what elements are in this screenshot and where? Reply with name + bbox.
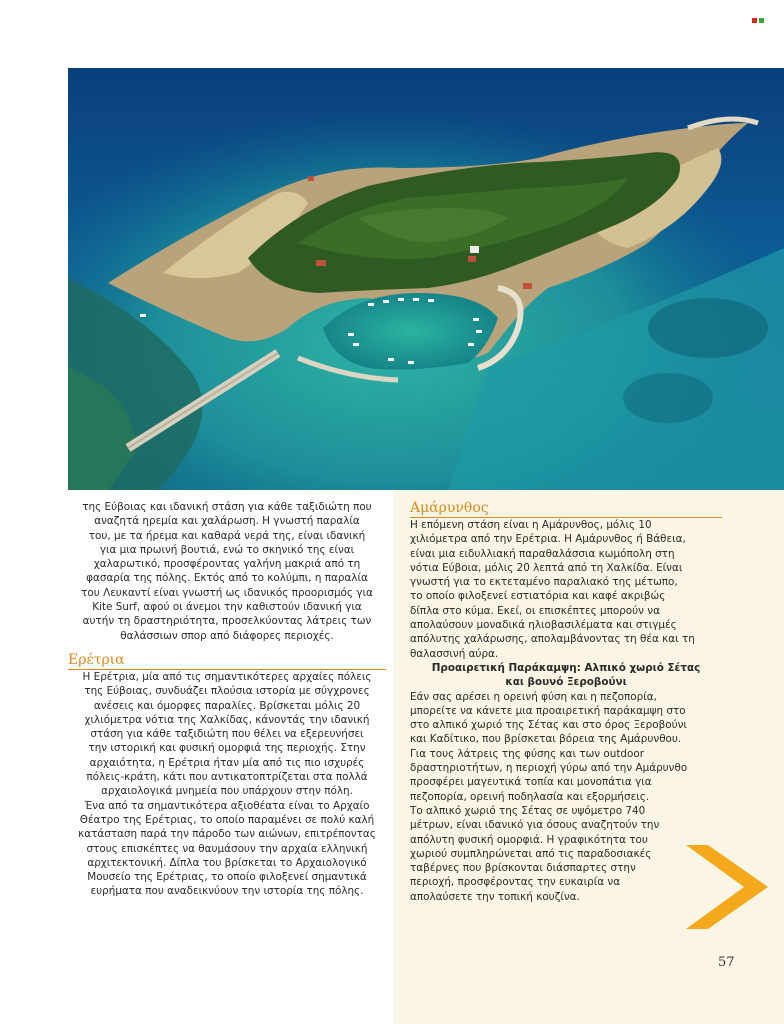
text-line: την ιστορική και φυσική ομορφιά της περιοχής. Στην — [88, 742, 366, 755]
text-line: στους επισκέπτες να θαυμάσουν την αρχαία ελληνική — [86, 842, 368, 855]
text-line: περιοχή, προσφέροντας την ευκαιρία να — [410, 876, 621, 889]
logo-green-square — [759, 18, 764, 23]
text-line: ανέσεις και όμορφες παραλίες. Βρίσκεται μόλις 20 — [93, 699, 361, 712]
page-number: 57 — [718, 955, 735, 970]
text-line: στάση για κάθε ταξιδιώτη που θέλει να εξερευνήσει — [90, 728, 364, 741]
detour-subheading — [410, 661, 722, 690]
eretria-heading: Ερέτρια — [68, 651, 386, 670]
text-line: Kite Surf, αφού οι άνεμοι την καθιστούν ιδανική για — [92, 601, 362, 614]
text-line: αρχαιολογικά μνημεία που υπάρχουν στην πόλη. — [101, 785, 353, 798]
text-line: Η επόμενη στάση είναι η Αμάρυνθος, μόλις 10 — [410, 519, 652, 531]
text-line: ευρήματα που αναδεικνύουν την ιστορία της πόλης. — [90, 885, 364, 898]
right-column — [410, 518, 722, 904]
text-line: γνωστή για το εκτεταμένο παραλιακό της μέτωπο, — [410, 576, 678, 589]
text-line: αναζητά ηρεμία και χαλάρωση. Η γνωστή παραλία — [94, 515, 360, 528]
aerial-peninsula-photo — [68, 68, 784, 490]
text-line: θαλασσινή αύρα. — [410, 647, 499, 660]
text-line: Μουσείο της Ερέτριας, το οποίο φιλοξενεί σημαντικά — [87, 871, 367, 884]
text-line: και Καδίτικο, που βρίσκεται βόρεια της Αμάρυνθου. — [410, 733, 682, 746]
text-line: για μια πρωινή βουτιά, ενώ το σκηνικό της είναι — [99, 543, 355, 556]
text-line: ταβέρνες που βρίσκονται διάσπαρτες στην — [410, 862, 636, 875]
text-line: χιλιόμετρα νότια της Χαλκίδας, κάνοντάς την ιδανική — [84, 713, 370, 726]
text-line: δραστηριοτήτων, η περιοχή γύρω από την Αμάρυνθο — [410, 762, 688, 775]
subheading-line: και βουνό Ξεροβούνι — [505, 676, 627, 689]
text-line: Η Ερέτρια, μία από τις σημαντικότερες αρχαίες πόλεις — [82, 670, 372, 683]
text-line: πεζοπορία, ορεινή ποδηλασία και εξορμήσεις. — [410, 790, 650, 803]
detour-paragraph — [410, 690, 722, 904]
subheading-line: Προαιρετική Παράκαμψη: Αλπικό χωριό Σέτας — [431, 661, 701, 674]
text-line: χωριού συμπληρώνεται από τις παραδοσιακές — [410, 847, 652, 860]
amarynthos-paragraph — [410, 518, 722, 661]
text-line: απολαύσουν μοναδικά ηλιοβασιλέματα και στιγμές — [410, 619, 677, 632]
text-line: Ένα από τα σημαντικότερα αξιοθέατα είναι το Αρχαίο — [84, 799, 370, 812]
text-line: θαλάσσιων σπορ από διάφορες περιοχές. — [120, 629, 334, 642]
text-line: πόλεις-κράτη, κάτι που αντικατοπτρίζεται στα πολλά — [86, 771, 368, 784]
text-line: αυτήν τη δραστηριότητα, προσελκύοντας λάτρεις των — [82, 615, 372, 628]
brand-logo — [752, 18, 764, 23]
text-line: του Λευκαντί είναι γνωστή ως ιδανικός προορισμός για — [81, 586, 373, 599]
text-line: Εάν σας αρέσει η ορεινή φύση και η πεζοπορία, — [410, 690, 657, 703]
amarynthos-heading: Αμάρυνθος — [410, 499, 722, 518]
text-line: μέτρων, είναι ιδανικό για όσους αναζητούν την — [410, 819, 660, 832]
text-line: Για τους λάτρεις της φύσης και των outdoor — [410, 747, 645, 760]
text-line: χιλιόμετρα από την Ερέτρια. Η Αμάρυνθος ή Βάθεια, — [410, 533, 686, 546]
text-line: φασαρία της πόλης. Εκτός από το κολύμπι, η παραλία — [86, 572, 368, 585]
text-line: αρχιτεκτονική. Δίπλα του βρίσκεται το Αρχαιολογικό — [87, 856, 367, 869]
text-line: Το αλπικό χωριό της Σέτας σε υψόμετρο 740 — [410, 804, 646, 817]
chevron-right-icon — [686, 845, 768, 929]
text-line: νότια Εύβοια, μόλις 20 λεπτά από τη Χαλκίδα. Είναι — [410, 561, 683, 574]
left-column — [68, 500, 386, 899]
text-line: το οποίο φιλοξενεί εστιατόρια και καφέ ακριβώς — [410, 590, 666, 603]
text-line: δίπλα στο κύμα. Εκεί, οι επισκέπτες μπορούν να — [410, 604, 660, 617]
text-line: είναι μια ειδυλλιακή παραθαλάσσια κωμόπολη στη — [410, 547, 675, 560]
eretria-paragraph — [68, 670, 386, 899]
text-line: αρχαιότητα, η Ερέτρια ήταν μία από τις πιο ισχυρές — [89, 756, 365, 769]
logo-red-square — [752, 18, 757, 23]
text-line: προσφέρει μαγευτικά τοπία και μονοπάτια για — [410, 776, 652, 789]
text-line: της Εύβοιας, συνδυάζει πλούσια ιστορία με σύγχρονες — [84, 685, 370, 698]
text-line: του, με τα ήρεμα και καθαρά νερά της, είναι ιδανική — [88, 529, 366, 542]
text-line: της Εύβοιας και ιδανική στάση για κάθε ταξιδιώτη που — [82, 501, 372, 513]
text-line: στο αλπικό χωριό της Σέτας και στο όρος Ξεροβούνι — [410, 719, 687, 732]
text-line: χαλαρωτικό, προσφέροντας γαλήνη μακριά από τη — [93, 558, 361, 571]
text-line: κατάσταση παρά την πάροδο των αιώνων, επιτρέποντας — [78, 828, 376, 841]
text-line: απόλυτη φυσική ομορφιά. Η γραφικότητα του — [410, 833, 648, 846]
text-line: Θέατρο της Ερέτριας, το οποίο παραμένει σε πολύ καλή — [79, 813, 375, 826]
intro-paragraph — [68, 500, 386, 643]
text-line: απόλυτης χαλάρωσης, απολαμβάνοντας τη θέα και τη — [410, 633, 695, 646]
text-line: απολαύσετε την τοπική κουζίνα. — [410, 890, 580, 903]
text-line: μπορείτε να κάνετε μια προαιρετική παράκαμψη στο — [410, 704, 686, 717]
